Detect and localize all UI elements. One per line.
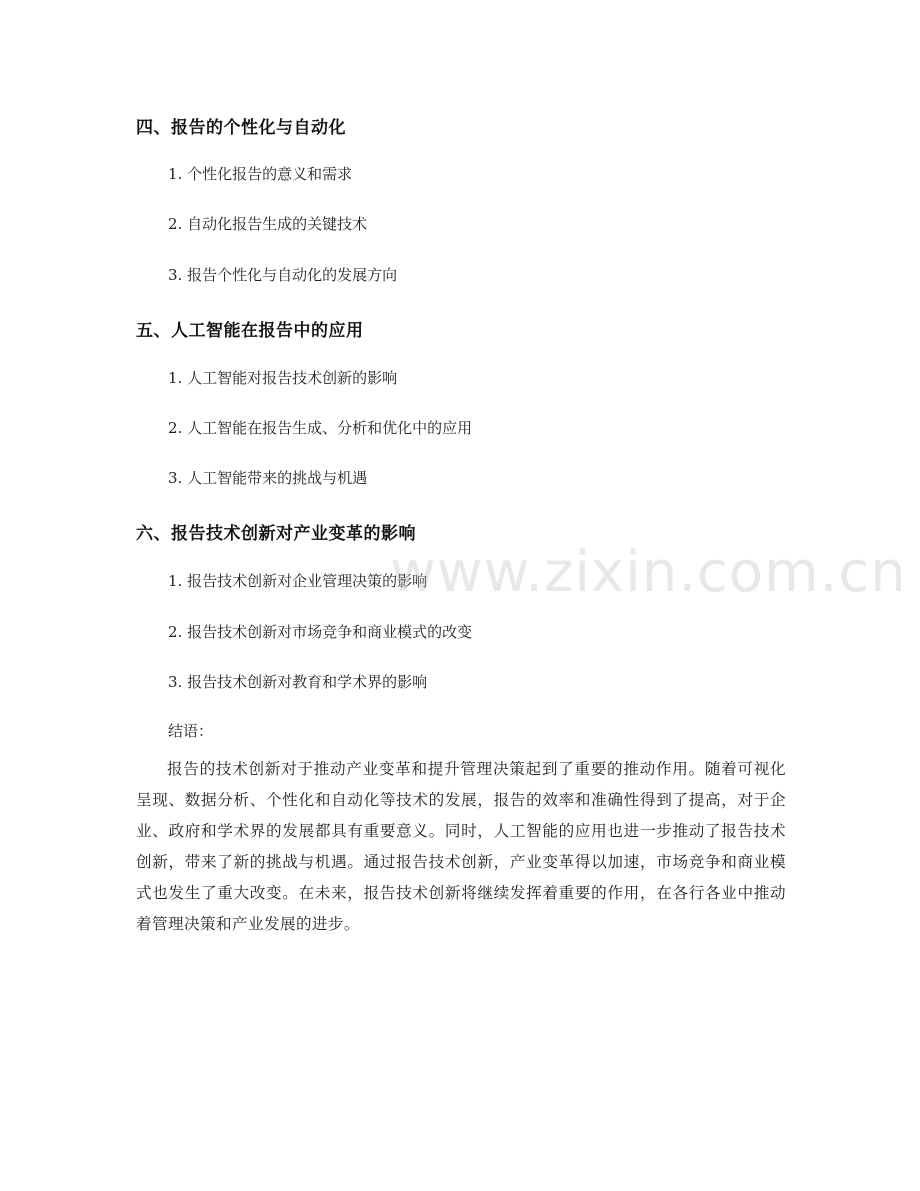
list-item: 2. 人工智能在报告生成、分析和优化中的应用 <box>168 419 473 437</box>
section-heading-6: 六、报告技术创新对产业变革的影响 <box>136 524 416 544</box>
list-item: 2. 自动化报告生成的关键技术 <box>168 215 368 233</box>
list-item: 1. 人工智能对报告技术创新的影响 <box>168 369 398 387</box>
list-item: 3. 报告个性化与自动化的发展方向 <box>168 266 398 284</box>
list-item: 1. 个性化报告的意义和需求 <box>168 165 353 183</box>
list-item: 3. 人工智能带来的挑战与机遇 <box>168 469 368 487</box>
conclusion-label: 结语： <box>168 722 214 740</box>
list-item: 1. 报告技术创新对企业管理决策的影响 <box>168 572 428 590</box>
conclusion-paragraph: 报告的技术创新对于推动产业变革和提升管理决策起到了重要的推动作用。随着可视化呈现、数据分析、个性化和自动化等技术的发展，报告的效率和准确性得到了提高，对于企业、政府和学术界的发展都具有重要意义。同时，人工智能的应用也进一步推动了报告技术创新，带来了新的挑战与机遇。通过报告技术创新，产业变革得以加速，市场竞争和商业模式也发生了重大改变。在未来，报告技术创新将继续发挥着重要的作用，在各行各业中推动着管理决策和产业发展的进步。 <box>136 759 786 933</box>
list-item: 2. 报告技术创新对市场竞争和商业模式的改变 <box>168 623 473 641</box>
watermark: www.zixin.com.cn <box>390 540 907 605</box>
section-heading-5: 五、人工智能在报告中的应用 <box>136 321 364 341</box>
list-item: 3. 报告技术创新对教育和学术界的影响 <box>168 673 428 691</box>
section-heading-4: 四、报告的个性化与自动化 <box>136 118 346 138</box>
